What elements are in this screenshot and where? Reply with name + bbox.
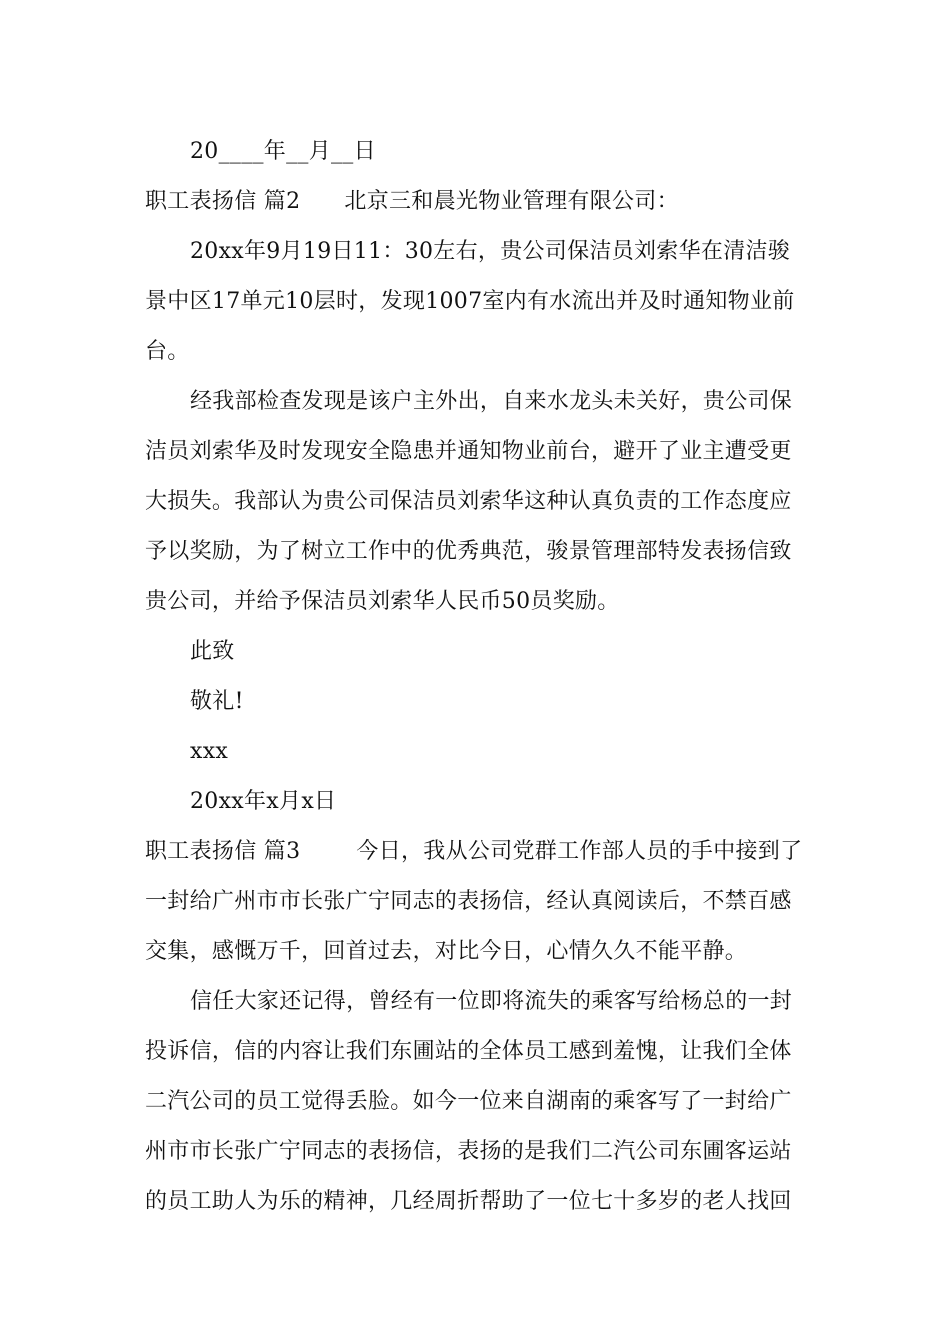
section3-para2-line: 二汽公司的员工觉得丢脸。如今一位来自湖南的乘客写了一封给广	[145, 1089, 792, 1114]
section3-para2-line: 投诉信，信的内容让我们东圃站的全体员工感到羞愧，让我们全体	[145, 1039, 792, 1064]
section2-para2-line: 予以奖励，为了树立工作中的优秀典范，骏景管理部特发表扬信致	[145, 539, 792, 564]
closing-salutation: 此致	[190, 639, 235, 664]
closing-respect: 敬礼!	[190, 689, 244, 714]
section2-date: 20xx年x月x日	[190, 789, 337, 814]
section2-para1-line: 景中区17单元10层时，发现1007室内有水流出并及时通知物业前	[145, 289, 795, 314]
section2-para2-line: 洁员刘索华及时发现安全隐患并通知物业前台，避开了业主遭受更	[145, 439, 792, 464]
section2-addressee: 北京三和晨光物业管理有限公司：	[344, 189, 679, 214]
signature: xxx	[190, 739, 229, 764]
section3-heading: 职工表扬信 篇3	[145, 839, 301, 864]
section3-para1-start: 今日，我从公司党群工作部人员的手中接到了	[356, 839, 803, 864]
section3-para2-line: 州市市长张广宁同志的表扬信，表扬的是我们二汽公司东圃客运站	[145, 1139, 792, 1164]
section2-para2-line: 经我部检查发现是该户主外出，自来水龙头未关好，贵公司保	[190, 389, 793, 414]
section2-heading-line	[145, 182, 810, 222]
section3-para1-line: 交集，感慨万千，回首过去，对比今日，心情久久不能平静。	[145, 939, 748, 964]
date-blank-line: 20____年__月__日	[190, 139, 376, 164]
section3-heading-line	[145, 832, 810, 872]
section2-para1-line: 20xx年9月19日11：30左右，贵公司保洁员刘索华在清洁骏	[190, 239, 791, 264]
section3-para1-line: 一封给广州市市长张广宁同志的表扬信，经认真阅读后，不禁百感	[145, 889, 792, 914]
section2-heading: 职工表扬信 篇2	[145, 189, 301, 214]
section2-para2-line: 贵公司，并给予保洁员刘索华人民币50员奖励。	[145, 589, 620, 614]
section3-para2-line: 信任大家还记得，曾经有一位即将流失的乘客写给杨总的一封	[190, 989, 793, 1014]
section3-para2-line: 的员工助人为乐的精神，几经周折帮助了一位七十多岁的老人找回	[145, 1189, 792, 1214]
section2-para2-line: 大损失。我部认为贵公司保洁员刘索华这种认真负责的工作态度应	[145, 489, 792, 514]
section2-para1-line: 台。	[145, 339, 190, 364]
